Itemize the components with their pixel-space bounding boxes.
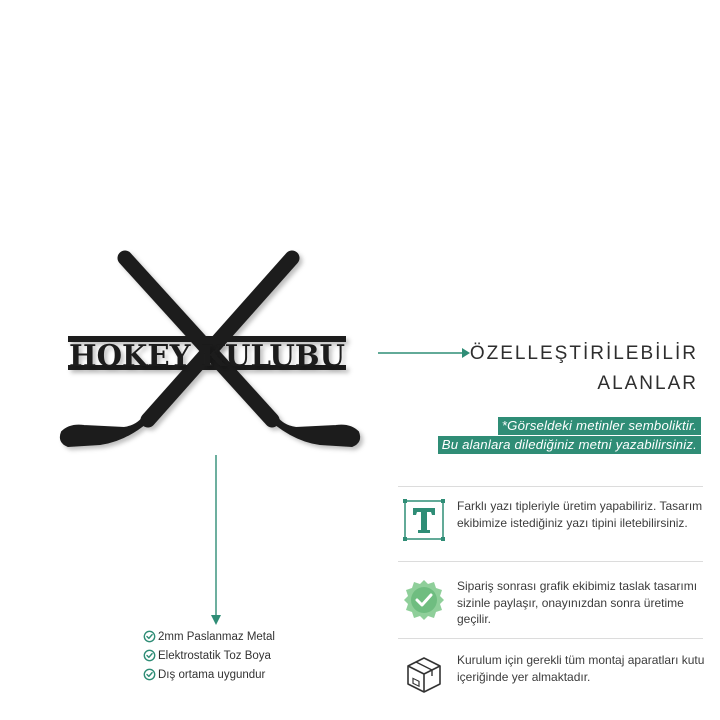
note-symbolic-text: *Görseldeki metinler semboliktir. [498, 417, 701, 435]
divider [398, 638, 703, 639]
feature-draft-approval [402, 578, 702, 628]
headline-line-1: ÖZELLEŞTİRİLEBİLİR [469, 343, 698, 364]
arrow-right-icon [378, 345, 470, 361]
package-box-icon [402, 652, 446, 696]
headline-line-2: ALANLAR [597, 373, 698, 394]
verified-badge-icon [402, 578, 446, 622]
spec-text: Dış ortama uygundur [158, 668, 266, 681]
arrow-down-icon [208, 455, 224, 625]
spec-item [143, 668, 265, 681]
font-t-icon [402, 498, 446, 542]
sign-text: HOKEY KULUBU [69, 339, 345, 374]
check-circle-icon [143, 668, 156, 681]
feature-mounting-kit [402, 652, 705, 702]
check-circle-icon [143, 649, 156, 662]
hockey-blade-left [61, 412, 158, 446]
feature-fonts-text: Farklı yazı tipleriyle üretim yapabiliriz. Tasarım ekibimize istediğiniz yazı tipini iletebilirsiniz. [457, 499, 703, 530]
spec-text: 2mm Paslanmaz Metal [158, 630, 275, 643]
note-custom-text: Bu alanlara dilediğiniz metni yazabilirsiniz. [438, 436, 701, 454]
spec-text: Elektrostatik Toz Boya [158, 649, 271, 662]
check-circle-icon [143, 630, 156, 643]
divider [398, 561, 703, 562]
feature-mounting-kit-text: Kurulum için gerekli tüm montaj aparatları kutu içeriğinde yer almaktadır. [457, 653, 705, 684]
divider [398, 486, 703, 487]
spec-item [143, 630, 275, 643]
hockey-sign-product [40, 240, 380, 480]
hockey-blade-right [262, 412, 359, 446]
feature-draft-approval-text: Sipariş sonrası grafik ekibimiz taslak tasarımı sizinle paylaşır, onayınızdan sonra üretime geçilir. [457, 579, 698, 626]
feature-fonts [402, 498, 702, 548]
spec-item [143, 649, 271, 662]
